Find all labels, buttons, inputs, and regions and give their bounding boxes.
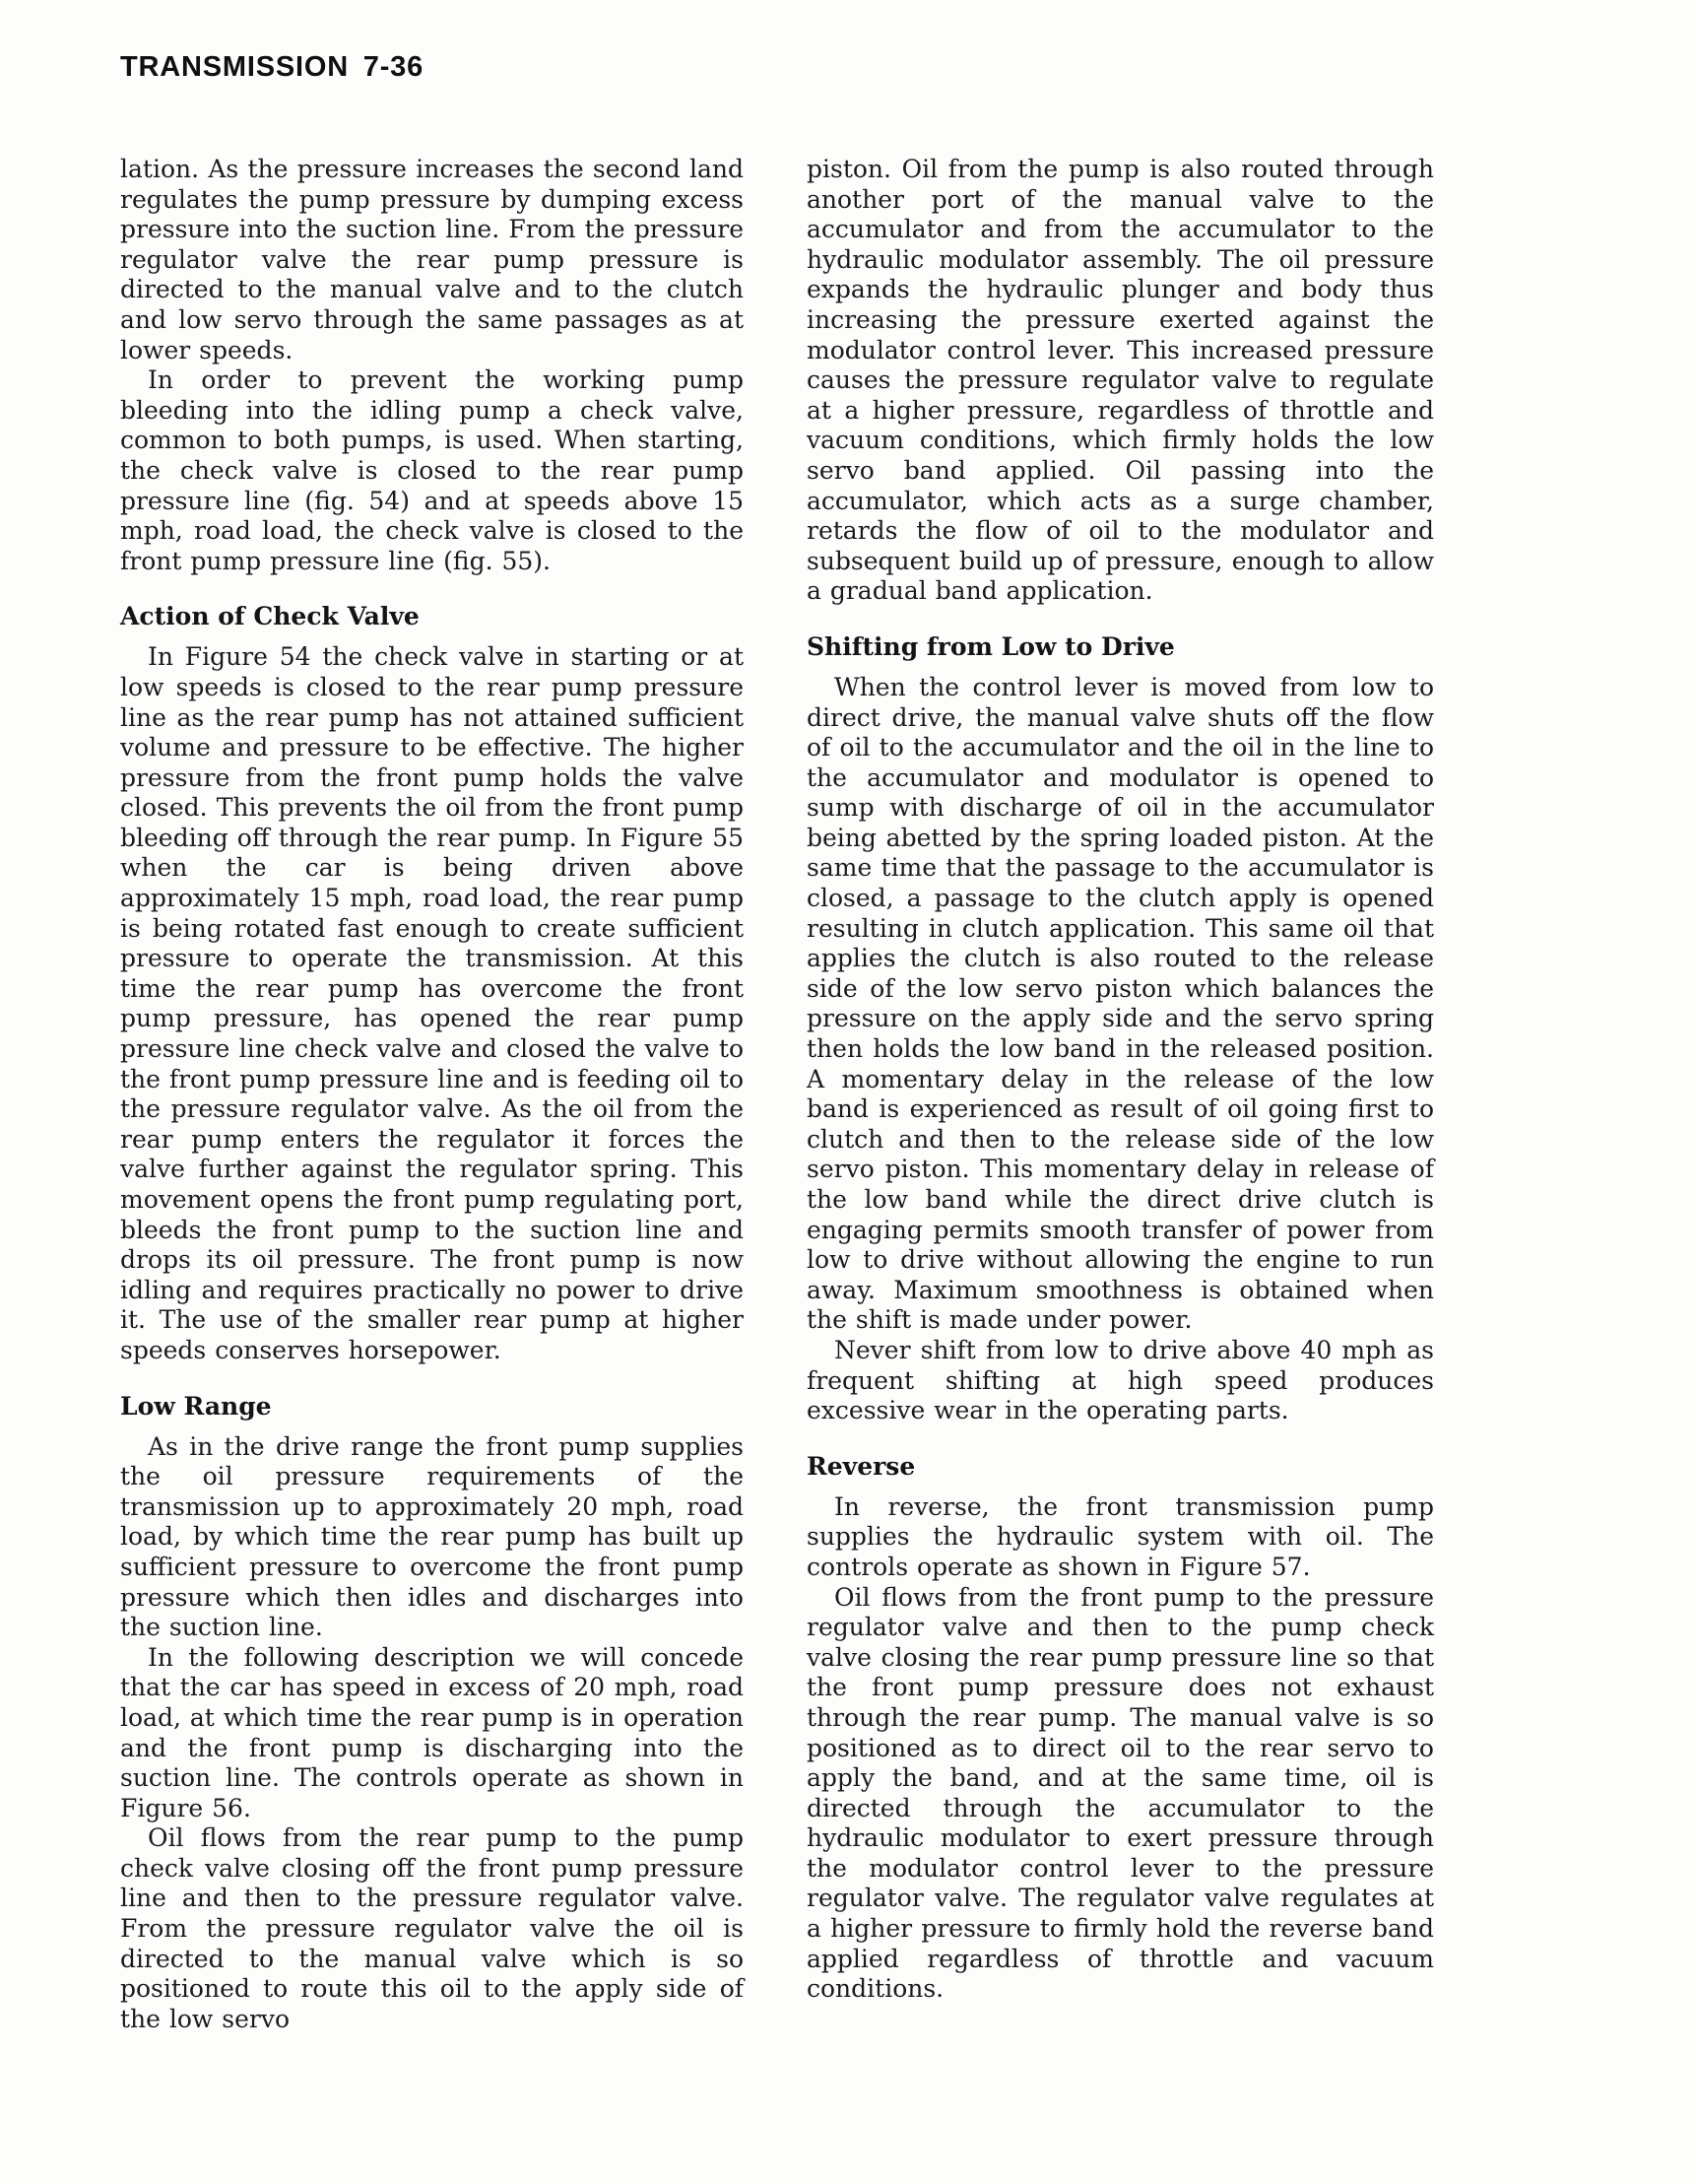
paragraph-check-valve-purpose: In order to prevent the working pump bleeding into the idling pump a check valve, common to both pumps, is used. When starting, the check valve is closed to the rear pump pressure line (fig. 54) and at speeds above 15 mph, road load, the check valve is closed to the front pump pressure line (fig. 55). bbox=[120, 365, 744, 575]
paragraph-reverse-intro: In reverse, the front transmission pump supplies the hydraulic system with oil. The controls operate as shown in Figure 57. bbox=[807, 1491, 1434, 1581]
heading-reverse: Reverse bbox=[807, 1451, 916, 1481]
paragraph-shifting-operation: When the control lever is moved from low to direct drive, the manual valve shuts off the flow of oil to the accumulator and the oil in the line to the accumulator and modulator is opened to sump with discharge of oil in the accumulator being abetted by the spring loaded piston. At the same time that the passage to the accumulator is closed, a passage to the clutch apply is opened resulting in clutch application. This same oil that applies the clutch is also routed to the release side of the low servo piston which balances the pressure on the apply side and the servo spring then holds the low band in the released position. A momentary delay in the release of the low band is experienced as result of oil going first to clutch and then to the release side of the low servo piston. This momentary delay in release of the low band while the direct drive clutch is engaging permits smooth transfer of power from low to drive without allowing the engine to run away. Maximum smoothness is obtained when the shift is made under power. bbox=[807, 672, 1434, 1335]
text-columns bbox=[120, 155, 1434, 2034]
heading-shifting-low-to-drive: Shifting from Low to Drive bbox=[807, 631, 1175, 661]
left-column bbox=[120, 155, 744, 2034]
heading-low-range: Low Range bbox=[120, 1391, 272, 1421]
paragraph-never-shift-warning: Never shift from low to drive above 40 mph as frequent shifting at high speed produces excessive wear in the operating parts. bbox=[807, 1335, 1434, 1425]
paragraph-low-range-description: In the following description we will concede that the car has speed in excess of 20 mph, road load, at which time the rear pump is in operation and the front pump is discharging into the suction line. The controls operate as shown in Figure 56. bbox=[120, 1642, 744, 1822]
paragraph-piston-continuation: piston. Oil from the pump is also routed through another port of the manual valve to the accumulator and from the accumulator to the hydraulic modulator assembly. The oil pressure expands the hydraulic plunger and body thus increasing the pressure exerted against the modulator control lever. This increased pressure causes the pressure regulator valve to regulate at a higher pressure, regardless of throttle and vacuum conditions, which firmly holds the low servo band applied. Oil passing into the accumulator, which acts as a surge chamber, retards the flow of oil to the modulator and subsequent build up of pressure, enough to allow a gradual band application. bbox=[807, 155, 1434, 606]
paragraph-reverse-oil-flow: Oil flows from the front pump to the pressure regulator valve and then to the pump check valve closing the rear pump pressure line so that the front pump pressure does not exhaust through the rear pump. The manual valve is so positioned as to direct oil to the rear servo to apply the band, and at the same time, oil is directed through the accumulator to the hydraulic modulator to exert pressure through the modulator control lever to the pressure regulator valve. The regulator valve regulates at a higher pressure to firmly hold the reverse band applied regardless of throttle and vacuum conditions. bbox=[807, 1582, 1434, 2004]
heading-action-of-check-valve: Action of Check Valve bbox=[120, 602, 420, 631]
page-header: TRANSMISSION 7-36 bbox=[120, 51, 424, 83]
paragraph-check-valve-operation: In Figure 54 the check valve in starting or at low speeds is closed to the rear pump pressure line as the rear pump has not attained sufficient volume and pressure to be effective. The higher pressure from the front pump holds the valve closed. This prevents the oil from the front pump bleeding off through the rear pump. In Figure 55 when the car is being driven above approximately 15 mph, road load, the rear pump is being rotated fast enough to create sufficient pressure to operate the transmission. At this time the rear pump has overcome the front pump pressure, has opened the rear pump pressure line check valve and closed the valve to the front pump pressure line and is feeding oil to the pressure regulator valve. As the oil from the rear pump enters the regulator it forces the valve further against the regulator spring. This movement opens the front pump regulating port, bleeds the front pump to the suction line and drops its oil pressure. The front pump is now idling and requires practically no power to drive it. The use of the smaller rear pump at higher speeds conserves horsepower. bbox=[120, 642, 744, 1364]
paragraph-low-range-front-pump: As in the drive range the front pump supplies the oil pressure requirements of the transmission up to approximately 20 mph, road load, by which time the rear pump has built up sufficient pressure to overcome the front pump pressure which then idles and discharges into the suction line. bbox=[120, 1431, 744, 1642]
paragraph-low-range-oil-flow: Oil flows from the rear pump to the pump check valve closing off the front pump pressure line and then to the pressure regulator valve. From the pressure regulator valve the oil is directed to the manual valve which is so positioned to route this oil to the apply side of the low servo bbox=[120, 1823, 744, 2033]
paragraph-regulation-continuation: lation. As the pressure increases the second land regulates the pump pressure by dumping excess pressure into the suction line. From the pressure regulator valve the rear pump pressure is directed to the manual valve and to the clutch and low servo through the same passages as at lower speeds. bbox=[120, 155, 744, 364]
right-column bbox=[807, 155, 1434, 2034]
